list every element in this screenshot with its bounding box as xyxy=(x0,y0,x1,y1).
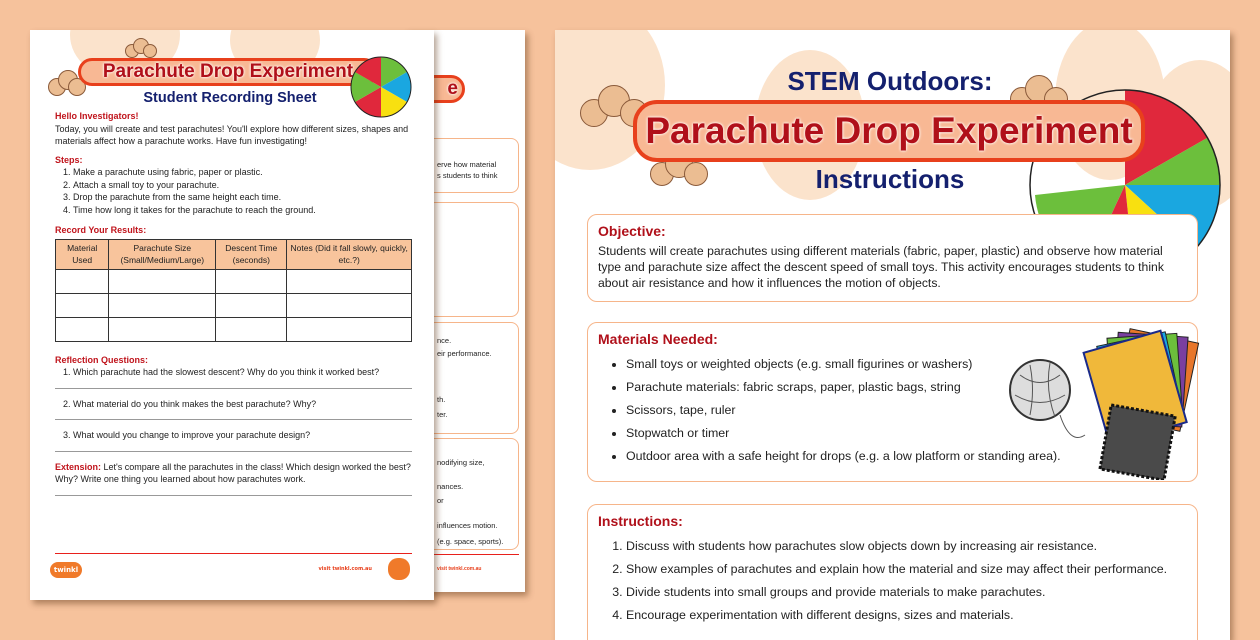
footer-url[interactable]: visit twinkl.com.au xyxy=(318,566,372,572)
intro-text: Today, you will create and test parachutes! You'll explore how different sizes, shapes and materials affect how a parachute works. Have fun investigating! xyxy=(55,123,409,146)
parachute-icon xyxy=(348,54,414,120)
column-header: Descent Time (seconds) xyxy=(216,239,287,269)
step-item: 1. Make a parachute using fabric, paper or plastic. xyxy=(73,166,412,179)
fabric-icon xyxy=(1100,405,1175,480)
instructions-sheet xyxy=(555,30,1230,640)
material-item: • Outdoor area with a safe height for drops (e.g. a low platform or standing area). xyxy=(626,449,1197,463)
column-header: Material Used xyxy=(56,239,109,269)
sheet-title-fragment: e xyxy=(405,75,465,103)
material-item: • Stopwatch or timer xyxy=(626,426,1197,440)
table-row xyxy=(56,317,412,341)
column-header: Parachute Size (Small/Medium/Large) xyxy=(109,239,216,269)
extension-label: Extension: xyxy=(55,461,102,472)
answer-line[interactable] xyxy=(55,419,412,420)
instruction-item: 2. Show examples of parachutes and explain how the material and size may affect their performance. xyxy=(626,562,1197,576)
text-fragment: s students to think xyxy=(437,171,498,180)
objective-text: Students will create parachutes using different materials (fabric, paper, plastic) and observe how material type and parachute size affect the descent speed of small toys. This activity encourages students to think about air resistance and how it influences the motion of objects. xyxy=(598,244,1164,290)
text-fragment: eir performance. xyxy=(437,349,492,358)
instruction-item: 4. Encourage experimentation with different designs, sizes and materials. xyxy=(626,608,1197,622)
string-ball-icon xyxy=(1010,360,1070,420)
footer xyxy=(53,553,412,574)
reflection-heading: Reflection Questions: xyxy=(55,354,149,365)
text-fragment: nodifying size, xyxy=(437,458,485,467)
answer-line[interactable] xyxy=(55,495,412,496)
steps-list xyxy=(55,166,412,216)
objective-section xyxy=(587,214,1198,302)
question-item: 1. Which parachute had the slowest descent? Why do you think it worked best? xyxy=(73,366,412,379)
objective-heading: Objective: xyxy=(598,223,666,239)
sheet-subtitle: Student Recording Sheet xyxy=(143,90,317,106)
material-item: • Small toys or weighted objects (e.g. small figurines or washers) xyxy=(626,357,1197,371)
questions-list xyxy=(55,366,412,379)
steps-heading: Steps: xyxy=(55,154,83,165)
material-item: • Scissors, tape, ruler xyxy=(626,403,1197,417)
text-fragment: influences motion. xyxy=(437,521,498,530)
instruction-item: 3. Divide students into small groups and provide materials to make parachutes. xyxy=(626,585,1197,599)
instructions-list xyxy=(588,539,1197,622)
text-fragment: th. xyxy=(437,395,446,404)
table-cell[interactable] xyxy=(287,293,412,317)
extension-body: Let's compare all the parachutes in the class! Which design worked the best? Why? Write one thing you learned about how parachutes work. xyxy=(55,461,411,484)
table-cell[interactable] xyxy=(216,293,287,317)
results-table xyxy=(55,239,412,342)
results-heading: Record Your Results: xyxy=(55,225,147,235)
student-recording-sheet xyxy=(30,30,434,600)
instructions-section xyxy=(587,504,1198,640)
table-cell[interactable] xyxy=(56,269,109,293)
step-item: 3. Drop the parachute from the same height each time. xyxy=(73,191,412,204)
badge-icon xyxy=(388,558,410,580)
text-fragment: or xyxy=(437,496,444,505)
instructions-heading: Instructions: xyxy=(598,513,683,529)
subtitle: Instructions xyxy=(815,164,965,194)
table-cell[interactable] xyxy=(216,317,287,341)
intro-section xyxy=(55,110,412,505)
sheet-title: Parachute Drop Experiment xyxy=(78,58,378,86)
footer-url[interactable]: visit twinkl.com.au xyxy=(437,566,482,572)
material-item: • Parachute materials: fabric scraps, paper, plastic bags, string xyxy=(626,380,1197,394)
answer-line[interactable] xyxy=(55,388,412,389)
column-header: Notes (Did it fall slowly, quickly, etc.?) xyxy=(287,239,412,269)
greeting-heading: Hello Investigators! xyxy=(55,111,139,121)
table-cell[interactable] xyxy=(56,293,109,317)
extension-text xyxy=(55,461,412,486)
text-fragment: nce. xyxy=(437,336,452,345)
table-cell[interactable] xyxy=(287,269,412,293)
main-title: Parachute Drop Experiment xyxy=(633,100,1145,162)
cloud-icon xyxy=(125,38,159,60)
table-cell[interactable] xyxy=(109,293,216,317)
instruction-item: 1. Discuss with students how parachutes slow objects down by increasing air resistance. xyxy=(626,539,1197,553)
question-item: 2. What material do you think makes the best parachute? Why? xyxy=(73,398,412,411)
pretitle: STEM Outdoors: xyxy=(787,66,993,96)
table-cell[interactable] xyxy=(287,317,412,341)
table-cell[interactable] xyxy=(56,317,109,341)
table-cell[interactable] xyxy=(109,317,216,341)
twinkl-logo: twinkl xyxy=(50,562,82,578)
table-cell[interactable] xyxy=(216,269,287,293)
text-fragment: nances. xyxy=(437,482,464,491)
table-row xyxy=(56,293,412,317)
table-cell[interactable] xyxy=(109,269,216,293)
text-fragment: erve how material xyxy=(437,160,497,169)
question-item: 3. What would you change to improve your parachute design? xyxy=(73,429,412,442)
materials-illustration xyxy=(1005,315,1205,480)
answer-line[interactable] xyxy=(55,451,412,452)
materials-heading: Materials Needed: xyxy=(598,331,718,347)
step-item: 2. Attach a small toy to your parachute. xyxy=(73,179,412,192)
text-fragment: ter. xyxy=(437,410,448,419)
text-fragment: (e.g. space, sports). xyxy=(437,537,504,546)
table-row xyxy=(56,269,412,293)
step-item: 4. Time how long it takes for the parachute to reach the ground. xyxy=(73,204,412,217)
